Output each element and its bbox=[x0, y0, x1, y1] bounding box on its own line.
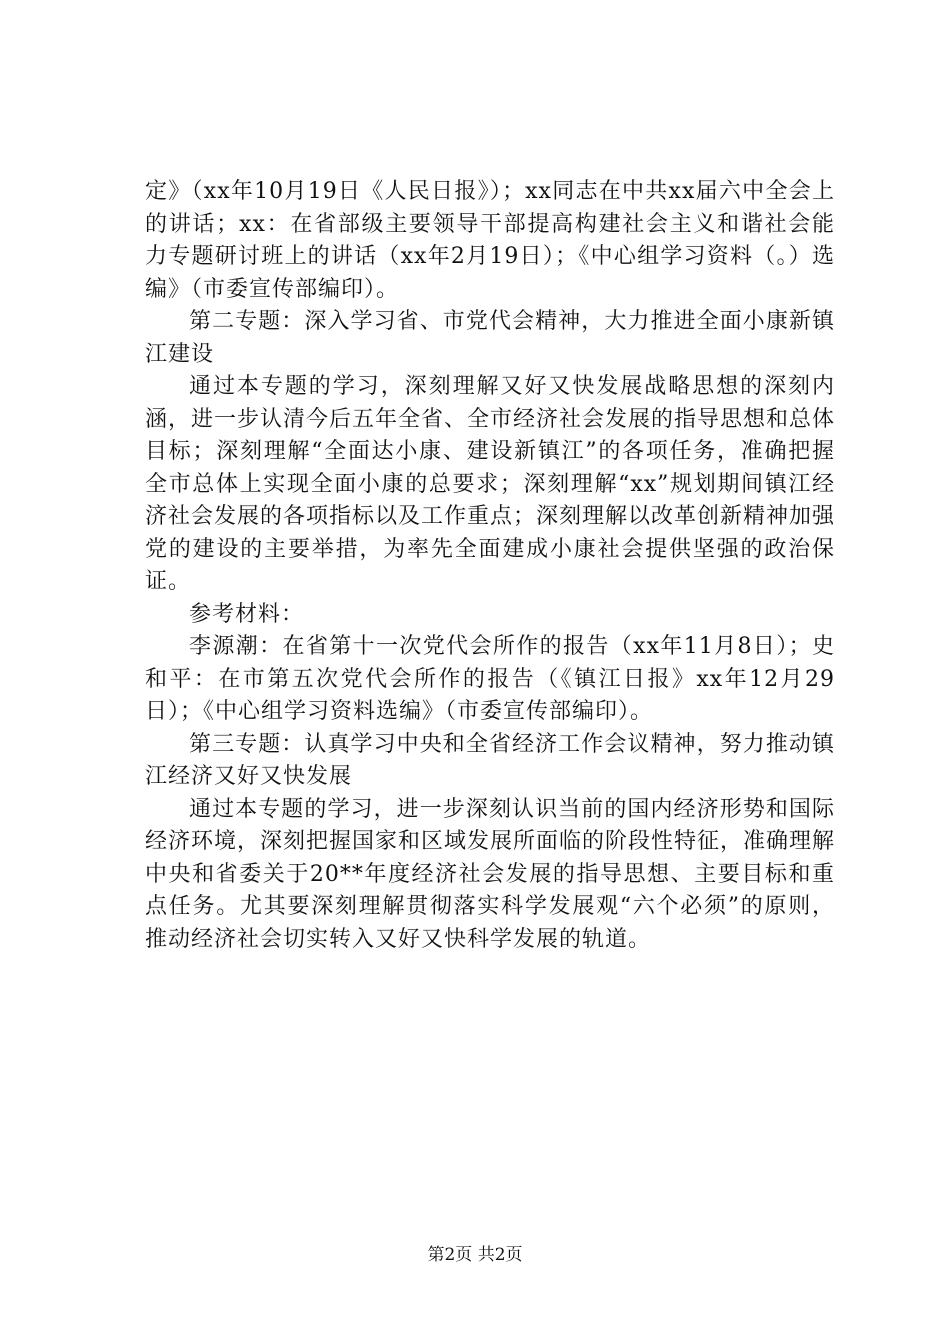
paragraph-references: 李源潮：在省第十一次党代会所作的报告（xx年11月8日）；史和平：在市第五次党代会所作的报告（《镇江日报》xx年12月29日）；《中心组学习资料选编》（市委宣传部编印）。 bbox=[145, 634, 835, 724]
page-footer: 第2页 共2页 bbox=[427, 1245, 523, 1265]
references-label: 参考材料： bbox=[189, 601, 305, 627]
paragraph-continuation: 定》（xx年10月19日《人民日报》）；xx同志在中共xx届六中全会上的讲话；xx：在省部级主要领导干部提高构建社会主义和谐社会能力专题研讨班上的讲话（xx年2月19日）；《中心组学习资料（。）选编》（市委宣传部编印）。 bbox=[145, 179, 835, 302]
section-heading-2: 第二专题：深入学习省、市党代会精神，大力推进全面小康新镇江建设 bbox=[145, 309, 835, 367]
paragraph-section-3-body: 通过本专题的学习，进一步深刻认识当前的国内经济形势和国际经济环境，深刻把握国家和区域发展所面临的阶段性特征，准确理解中央和省委关于20**年度经济社会发展的指导思想、主要目标和重点任务。尤其要深刻理解贯彻落实科学发展观“六个必须”的原则，推动经济社会切实转入又好又快科学发展的轨道。 bbox=[145, 796, 836, 952]
document-body bbox=[145, 176, 835, 956]
paragraph-section-2-body: 通过本专题的学习，深刻理解又好又快发展战略思想的深刻内涵，进一步认清今后五年全省、全市经济社会发展的指导思想和总体目标；深刻理解“全面达小康、建设新镇江”的各项任务，准确把握全市总体上实现全面小康的总要求；深刻理解“xx”规划期间镇江经济社会发展的各项指标以及工作重点；深刻理解以改革创新精神加强党的建设的主要举措，为率先全面建成小康社会提供坚强的政治保证。 bbox=[145, 374, 836, 594]
section-heading-3: 第三专题：认真学习中央和全省经济工作会议精神，努力推动镇江经济又好又快发展 bbox=[145, 731, 835, 789]
